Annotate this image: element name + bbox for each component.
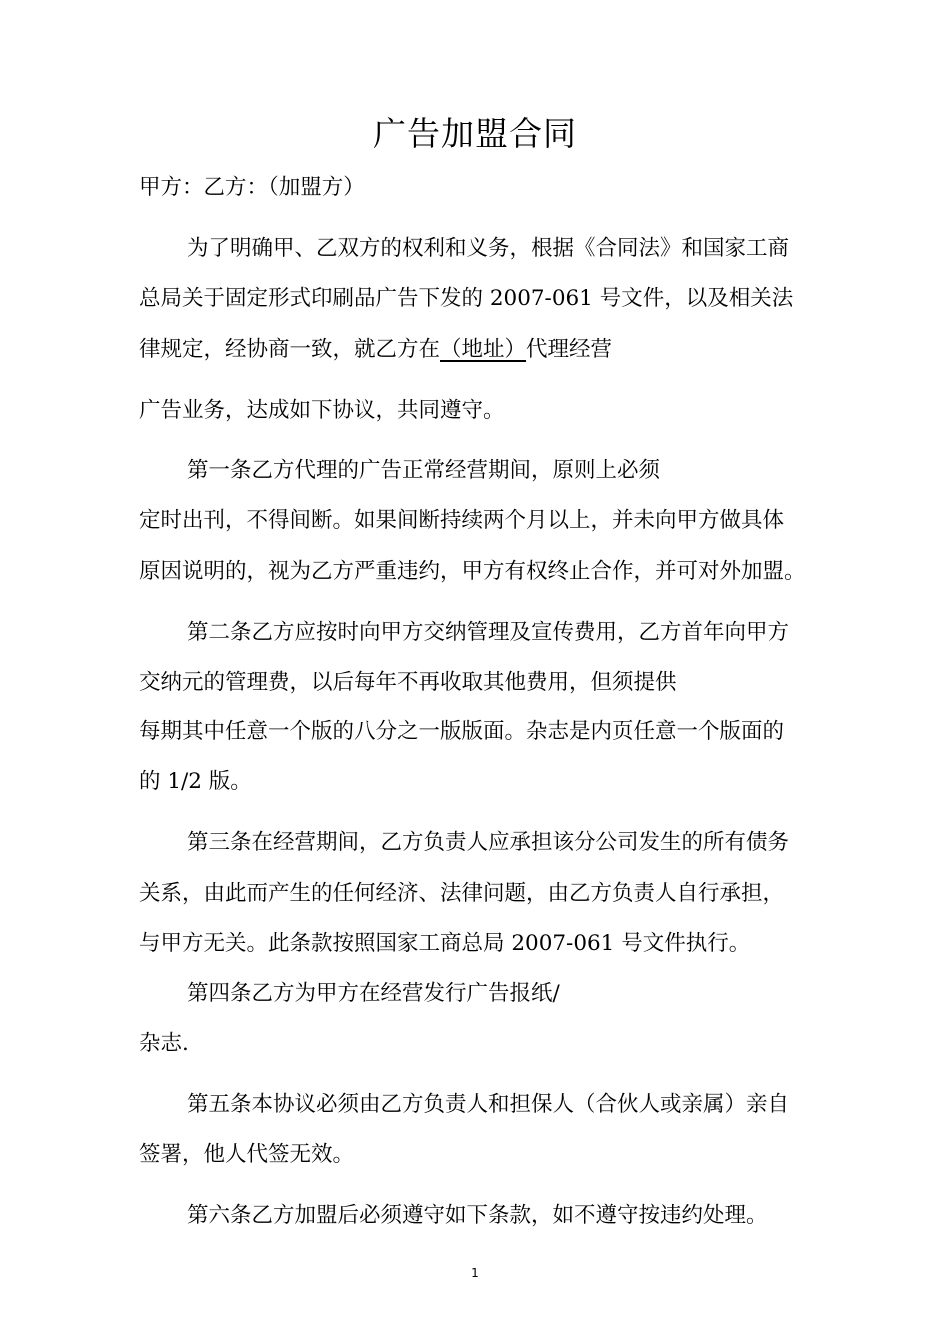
art2-line-2: 交纳元的管理费，以后每年不再收取其他费用，但须提供 [139, 670, 677, 695]
intro-line-3-suffix: 代理经营 [526, 337, 613, 362]
art4-line-1: 第四条乙方为甲方在经营发行广告报纸/ [187, 981, 560, 1006]
page-number: 1 [471, 1266, 479, 1280]
intro-line-4: 广告业务，达成如下协议，共同遵守。 [139, 398, 505, 423]
art3-line-2: 关系，由此而产生的任何经济、法律问题，由乙方负责人自行承担， [139, 881, 785, 906]
document-title: 广告加盟合同 [373, 114, 577, 153]
art5-line-2: 签署，他人代签无效。 [139, 1142, 355, 1167]
intro-line-2: 总局关于固定形式印刷品广告下发的 2007-061 号文件，以及相关法 [139, 286, 794, 311]
art2-line-1: 第二条乙方应按时向甲方交纳管理及宣传费用，乙方首年向甲方 [187, 620, 790, 645]
art5-line-1: 第五条本协议必须由乙方负责人和担保人（合伙人或亲属）亲自 [187, 1092, 790, 1117]
intro-line-1: 为了明确甲、乙双方的权利和义务，根据《合同法》和国家工商 [187, 236, 790, 261]
intro-line-3-prefix: 律规定，经协商一致，就乙方在 [139, 337, 441, 362]
art6-line-1: 第六条乙方加盟后必须遵守如下条款，如不遵守按违约处理。 [187, 1203, 768, 1228]
address-placeholder: （地址） [440, 337, 527, 362]
intro-line-3 [139, 339, 612, 361]
parties-line: 甲方：乙方：（加盟方） [139, 175, 365, 200]
art4-line-2: 杂志. [139, 1031, 189, 1056]
art3-line-3: 与甲方无关。此条款按照国家工商总局 2007-061 号文件执行。 [139, 931, 751, 956]
art2-line-3: 每期其中任意一个版的八分之一版版面。杂志是内页任意一个版面的 [139, 719, 785, 744]
art1-line-1: 第一条乙方代理的广告正常经营期间，原则上必须 [187, 458, 661, 483]
art1-line-3: 原因说明的，视为乙方严重违约，甲方有权终止合作，并可对外加盟。 [139, 559, 806, 584]
art3-line-1: 第三条在经营期间，乙方负责人应承担该分公司发生的所有债务 [187, 830, 790, 855]
art1-line-2: 定时出刊，不得间断。如果间断持续两个月以上，并未向甲方做具体 [139, 508, 785, 533]
art2-line-4: 的 1/2 版。 [139, 769, 252, 794]
